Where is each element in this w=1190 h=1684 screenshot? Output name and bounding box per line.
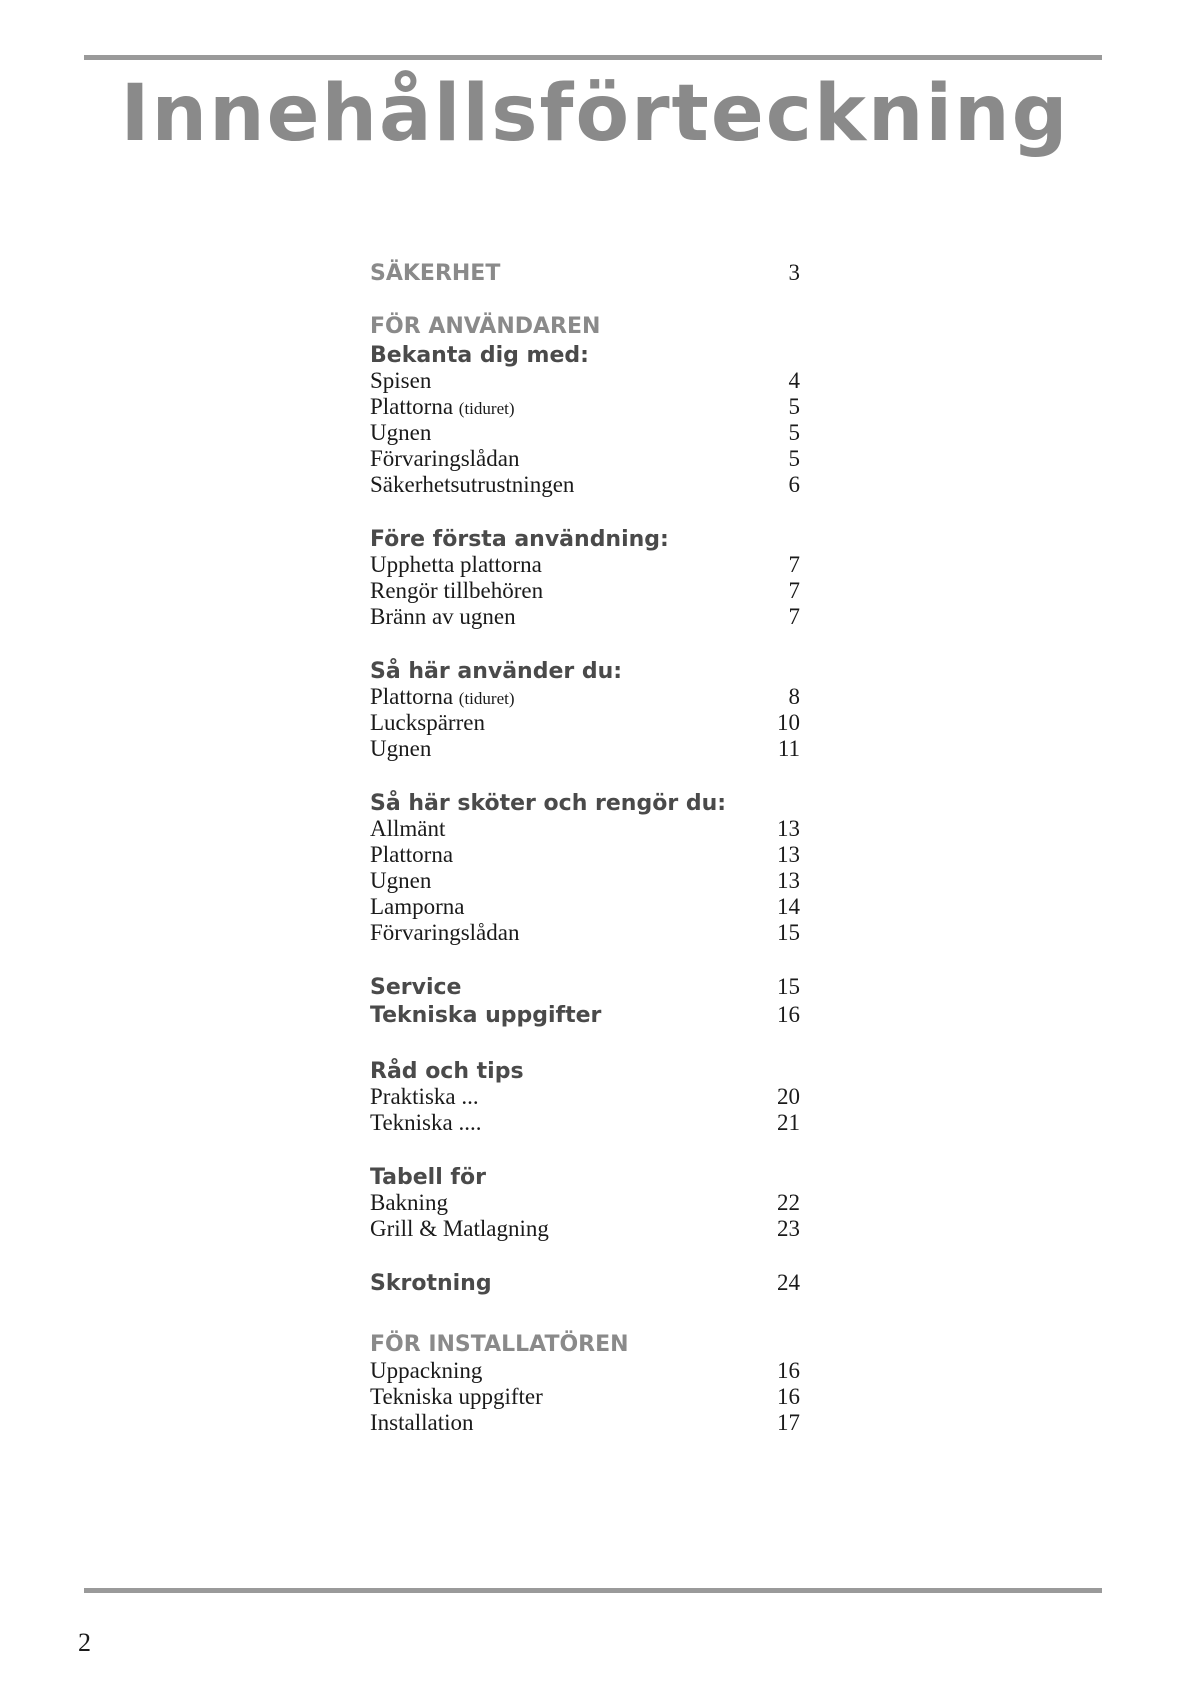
toc-heading-for-anvandaren: FÖR ANVÄNDAREN bbox=[370, 314, 601, 339]
page-title: Innehållsförteckning bbox=[120, 69, 1070, 159]
toc-entry[interactable]: Förvaringslådan 5 bbox=[370, 446, 800, 471]
toc-entry[interactable]: Praktiska ... 20 bbox=[370, 1084, 800, 1109]
toc-subheading: Före första användning: bbox=[370, 527, 669, 552]
page-number: 2 bbox=[78, 1628, 91, 1657]
toc-entry[interactable]: Ugnen 5 bbox=[370, 420, 800, 445]
table-of-contents bbox=[370, 0, 800, 1684]
toc-entry[interactable]: Säkerhetsutrustningen 6 bbox=[370, 472, 800, 497]
toc-entry[interactable]: Plattorna 13 bbox=[370, 842, 800, 867]
toc-entry[interactable]: Bränn av ugnen 7 bbox=[370, 604, 800, 629]
toc-entry-skrotning[interactable]: Skrotning 24 bbox=[370, 1270, 800, 1296]
bottom-rule bbox=[84, 1588, 1102, 1593]
toc-entry-tekniska-uppgifter[interactable]: Tekniska uppgifter 16 bbox=[370, 1002, 800, 1028]
toc-entry[interactable]: Uppackning 16 bbox=[370, 1358, 800, 1383]
toc-subheading: Så här sköter och rengör du: bbox=[370, 791, 727, 816]
toc-entry[interactable]: Grill & Matlagning 23 bbox=[370, 1216, 800, 1241]
toc-entry[interactable]: Installation 17 bbox=[370, 1410, 800, 1435]
toc-entry[interactable]: Ugnen 11 bbox=[370, 736, 800, 761]
toc-entry[interactable]: Upphetta plattorna 7 bbox=[370, 552, 800, 577]
toc-heading-sakerhet[interactable]: SÄKERHET 3 bbox=[370, 260, 800, 286]
toc-entry[interactable]: Tekniska .... 21 bbox=[370, 1110, 800, 1135]
toc-entry[interactable]: Allmänt 13 bbox=[370, 816, 800, 841]
toc-entry[interactable]: Plattorna (tiduret) 8 bbox=[370, 684, 800, 709]
toc-entry[interactable]: Förvaringslådan 15 bbox=[370, 920, 800, 945]
toc-subheading: Så här använder du: bbox=[370, 659, 623, 684]
toc-entry-service[interactable]: Service 15 bbox=[370, 974, 800, 1000]
toc-entry[interactable]: Ugnen 13 bbox=[370, 868, 800, 893]
toc-entry[interactable]: Lamporna 14 bbox=[370, 894, 800, 919]
toc-entry[interactable]: Bakning 22 bbox=[370, 1190, 800, 1215]
toc-heading-for-installatoren: FÖR INSTALLATÖREN bbox=[370, 1332, 629, 1357]
toc-entry[interactable]: Spisen 4 bbox=[370, 368, 800, 393]
toc-entry[interactable]: Plattorna (tiduret) 5 bbox=[370, 394, 800, 419]
toc-subheading: Råd och tips bbox=[370, 1059, 524, 1084]
toc-entry[interactable]: Tekniska uppgifter 16 bbox=[370, 1384, 800, 1409]
toc-subheading: Bekanta dig med: bbox=[370, 343, 589, 368]
toc-entry[interactable]: Rengör tillbehören 7 bbox=[370, 578, 800, 603]
toc-entry[interactable]: Luckspärren 10 bbox=[370, 710, 800, 735]
toc-subheading: Tabell för bbox=[370, 1165, 486, 1190]
